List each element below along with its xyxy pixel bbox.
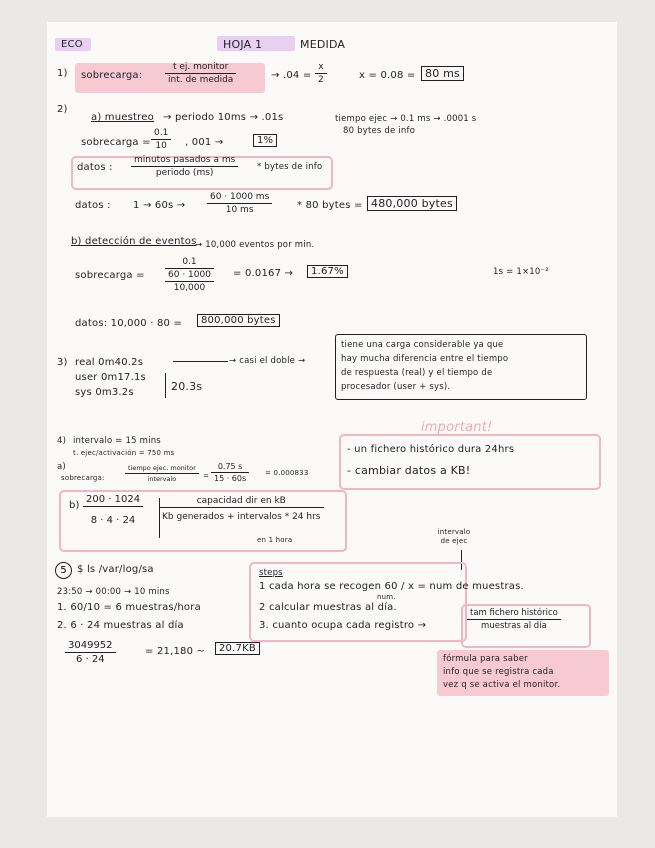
p2-sob-den: 10 (155, 141, 167, 151)
p2-datos-fraction (131, 155, 238, 178)
p4-cap-den: Kb generados + intervalos * 24 hrs (162, 512, 321, 522)
p2-sob2-fraction (165, 256, 214, 293)
notebook-page (47, 22, 617, 817)
p4-fraction (125, 464, 199, 483)
p5-step1: 1 cada hora se recogen 60 / x = num de muestras. (259, 581, 524, 592)
p4-cap-fraction (159, 496, 324, 522)
p4-cap-den-small: en 1 hora (257, 536, 293, 544)
p5-steps-title: steps (259, 568, 283, 578)
p3-real: real 0m40.2s (75, 357, 144, 368)
p4-frac-num: tiempo ejec. monitor (125, 464, 199, 474)
p1-x-num: x (315, 62, 327, 74)
p4-line2: t. ejec/activación = 750 ms (73, 449, 175, 457)
p5-line3: 1. 60/10 = 6 muestras/hora (57, 602, 201, 613)
p5-step1-small: num. (377, 593, 396, 601)
p2-sob-eq: , 001 → (185, 137, 224, 148)
p5-formula-line2: info que se registra cada (443, 667, 554, 677)
p2-datos3-result: 800,000 bytes (197, 314, 280, 327)
p2-sob2-den: 10,000 (173, 283, 206, 293)
p5-formula-line3: vez q se activa el monitor. (443, 680, 561, 690)
p5-frac-eq: = 21,180 ~ (145, 646, 206, 657)
p2-datos2-mult: * 80 bytes = (297, 200, 363, 211)
problem-5-number: 5 (55, 562, 72, 579)
p3-sys: sys 0m3.2s (75, 387, 134, 398)
p5-line1: $ ls /var/log/sa (77, 564, 154, 575)
p3-arrow-text: → casi el doble → (229, 356, 306, 366)
p5-frac-result: 20.7KB (215, 642, 260, 655)
p2-datos2-fraction (207, 192, 272, 215)
p5-intervalo: intervalo de ejec (437, 528, 471, 545)
p4-a-label: a) (57, 462, 66, 472)
tag-label: ECO (61, 39, 83, 50)
p3-arrow-line (173, 361, 228, 362)
p3-note-line4: procesador (user + sys). (341, 382, 451, 392)
p4-b-fraction (83, 494, 143, 526)
p1-arrow: → .04 = (271, 70, 312, 81)
p2-datos-den: periodo (ms) (155, 168, 214, 178)
p5-step3: 3. cuanto ocupa cada registro → (259, 620, 427, 631)
p1-result-lhs: x = 0.08 = (359, 70, 416, 81)
p2-sob-num: 0.1 (151, 128, 171, 140)
p4-val-result: = 0.000833 (265, 469, 309, 477)
p5-step2: 2 calcular muestras al día. (259, 602, 397, 613)
p4-important-1: - un fichero histórico dura 24hrs (347, 444, 515, 455)
p2-datos2-result: 480,000 bytes (367, 196, 457, 211)
p2-exec-line1: tiempo ejec → 0.1 ms → .0001 s (335, 114, 477, 124)
p4-frac-den: intervalo (147, 475, 177, 483)
p2-datos-label: datos : (77, 162, 113, 173)
p2-note-right: 1s = 1×10⁻² (493, 267, 549, 277)
p3-user: user 0m17.1s (75, 372, 146, 383)
p4-important-2: - cambiar datos a KB! (347, 464, 471, 477)
p4-sob-label: sobrecarga: (61, 474, 105, 482)
p4-val-fraction (211, 462, 249, 483)
p2-sob-label: sobrecarga = (81, 137, 151, 148)
problem-3-number: 3) (57, 357, 68, 368)
p5-box-num: tam fichero histórico (467, 608, 561, 620)
p2-datos2-den: 10 ms (225, 205, 254, 215)
p2-a-line: → periodo 10ms → .01s (163, 112, 284, 123)
p4-cap-num: capacidad dir en kB (159, 496, 324, 508)
p2-sob2-mid: 60 · 1000 (165, 269, 214, 282)
p3-brace (165, 373, 166, 398)
p2-sob-result: 1% (253, 134, 277, 147)
p5-box-fraction (467, 608, 561, 631)
p5-frac-num: 3049952 (65, 640, 116, 653)
p4-b-num: 200 · 1024 (83, 494, 143, 507)
p4-important-box (339, 434, 601, 490)
problem-2-number: 2) (57, 104, 68, 115)
problem-1-number: 1) (57, 68, 68, 79)
p2-b-line: → 10,000 eventos por min. (195, 240, 315, 250)
sheet-title: HOJA 1 (223, 38, 263, 51)
p2-datos-num: minutos pasados a ms (131, 155, 238, 167)
p2-sob2-result: 1.67% (307, 265, 348, 278)
p3-note-line3: de respuesta (real) y el tiempo de (341, 368, 493, 378)
p4-val-num: 0.75 s (211, 462, 249, 473)
p2-sob-fraction (151, 128, 171, 151)
p1-result: 80 ms (421, 66, 464, 81)
p3-sum: 20.3s (171, 380, 203, 393)
p1-x-fraction (315, 62, 327, 85)
p2-sob2-num: 0.1 (165, 256, 214, 269)
problem-4-number: 4) (57, 436, 67, 446)
p1-x-den: 2 (318, 75, 324, 85)
p2-a-label: a) muestreo (91, 112, 154, 123)
p5-frac-den: 6 · 24 (75, 654, 105, 665)
p2-datos-mult: * bytes de info (257, 162, 323, 172)
p4-eq: = (203, 472, 210, 480)
p3-note-line1: tiene una carga considerable ya que (341, 340, 504, 350)
p5-box-den: muestras al día (481, 621, 547, 631)
p4-important: important! (421, 420, 493, 435)
p2-datos2-label: datos : (75, 200, 111, 211)
p2-sob2-eq: = 0.0167 → (233, 268, 294, 279)
p2-sob2-label: sobrecarga = (75, 270, 145, 281)
p1-fraction (165, 62, 236, 85)
p4-b-label: b) (69, 500, 80, 511)
p5-formula-line1: fórmula para saber (443, 654, 528, 664)
subject-title: MEDIDA (300, 38, 346, 51)
p2-exec-line2: 80 bytes de info (343, 126, 416, 136)
p1-frac-num: t ej. monitor (165, 62, 236, 74)
p5-line4: 2. 6 · 24 muestras al día (57, 620, 184, 631)
p1-frac-den: int. de medida (168, 75, 234, 85)
p5-fraction (65, 640, 116, 665)
p5-line2: 23:50 → 00:00 → 10 mins (57, 587, 170, 597)
p1-label: sobrecarga: (81, 70, 143, 81)
p2-datos2-pre: 1 → 60s → (133, 200, 186, 211)
p2-datos3-label: datos: 10,000 · 80 = (75, 318, 183, 329)
p4-b-den: 8 · 4 · 24 (90, 515, 136, 526)
p4-line1: intervalo = 15 mins (73, 436, 161, 446)
p4-val-den: 15 · 60s (214, 474, 247, 483)
p2-datos2-num: 60 · 1000 ms (207, 192, 272, 204)
p2-b-label: b) detección de eventos (71, 236, 197, 247)
p3-note-line2: hay mucha diferencia entre el tiempo (341, 354, 509, 364)
